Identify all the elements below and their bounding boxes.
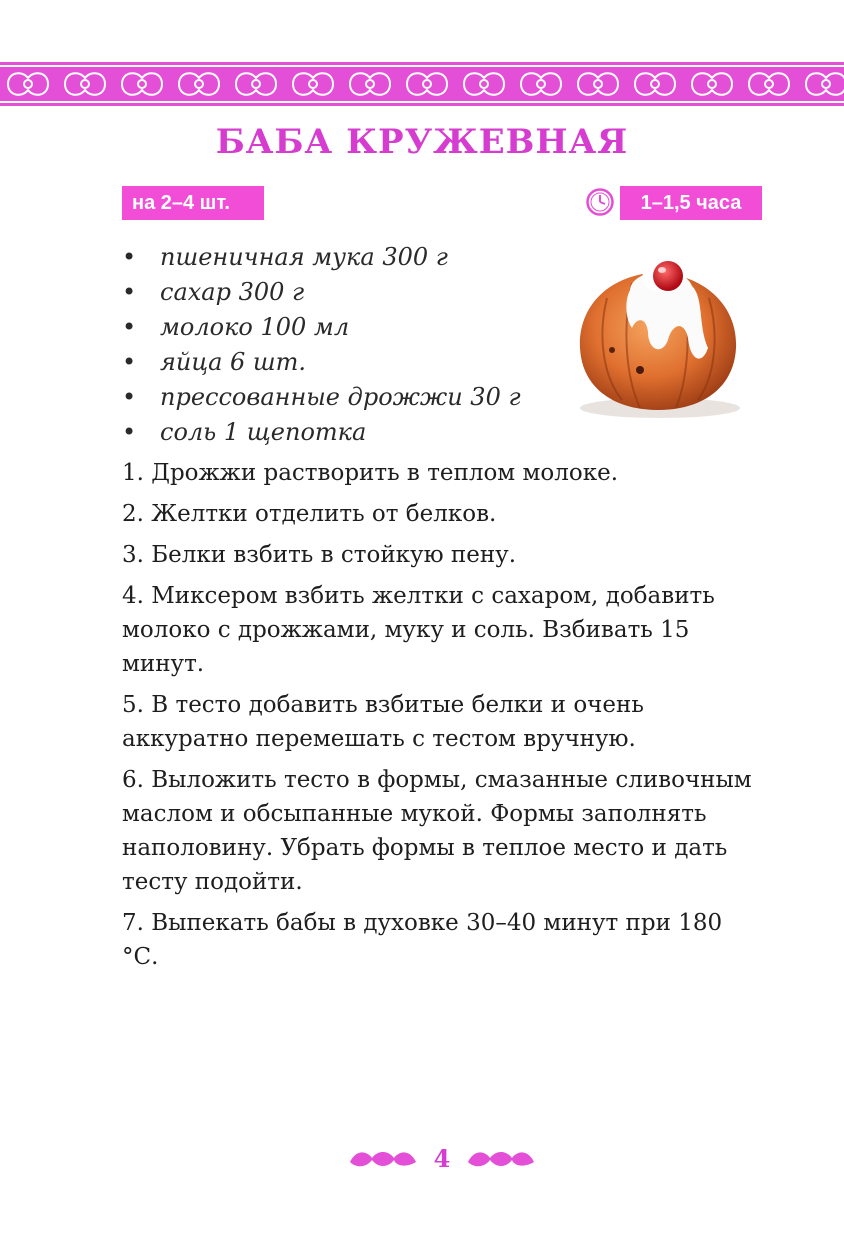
ingredients-list xyxy=(122,240,521,450)
step-item: 6. Выложить тесто в формы, смазанные сливочным маслом и обсыпанные мукой. Формы заполнять наполовину. Убрать формы в теплое место и дать тесту подойти. xyxy=(122,767,752,895)
bullet-icon: • xyxy=(122,383,137,411)
recipe-title: БАБА КРУЖЕВНАЯ xyxy=(215,122,629,162)
step-item: 2. Желтки отделить от белков. xyxy=(122,501,497,527)
cake-photo xyxy=(552,228,762,438)
ingredient-item xyxy=(122,345,521,380)
ingredient-item xyxy=(122,310,521,345)
ingredient-item xyxy=(122,380,521,415)
ingredient-text: пшеничная мука 300 г xyxy=(160,243,448,271)
step-item: 7. Выпекать бабы в духовке 30–40 минут при 180 °С. xyxy=(122,910,723,970)
page-number: 4 xyxy=(433,1144,451,1173)
instructions xyxy=(122,456,762,981)
ingredient-text: соль 1 щепотка xyxy=(160,418,367,446)
bullet-icon: • xyxy=(122,278,137,306)
step-item: 1. Дрожжи растворить в теплом молоке. xyxy=(122,460,619,486)
bullet-icon: • xyxy=(122,348,137,376)
clock-icon xyxy=(586,188,614,216)
ingredient-text: прессованные дрожжи 30 г xyxy=(160,383,521,411)
ingredient-item xyxy=(122,240,521,275)
step-item: 5. В тесто добавить взбитые белки и очень аккуратно перемешать с тестом вручную. xyxy=(122,692,644,752)
step-item: 4. Миксером взбить желтки с сахаром, добавить молоко с дрожжами, муку и соль. Взбивать 15 минут. xyxy=(122,583,715,677)
servings-badge: на 2–4 шт. xyxy=(122,186,264,220)
ingredient-text: молоко 100 мл xyxy=(160,313,350,341)
ingredient-text: яйца 6 шт. xyxy=(160,348,307,376)
top-ornament-band xyxy=(0,62,844,106)
ingredient-item xyxy=(122,415,521,450)
ingredient-text: сахар 300 г xyxy=(160,278,305,306)
step-item: 3. Белки взбить в стойкую пену. xyxy=(122,542,517,568)
ingredient-item xyxy=(122,275,521,310)
bullet-icon: • xyxy=(122,313,137,341)
time-badge: 1–1,5 часа xyxy=(620,186,762,220)
bullet-icon: • xyxy=(122,418,137,446)
bullet-icon: • xyxy=(122,243,137,271)
